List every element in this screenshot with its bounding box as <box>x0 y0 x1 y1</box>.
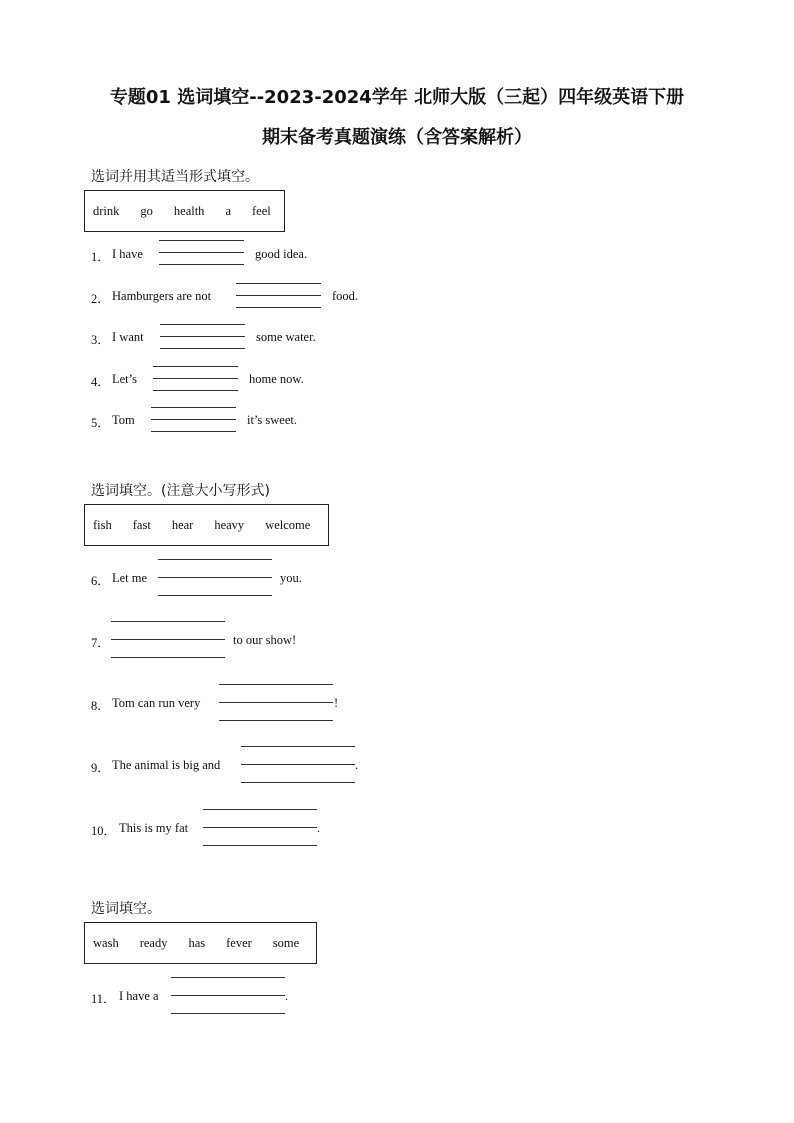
question-9-number: 9． <box>91 761 110 775</box>
question-6-number: 6． <box>91 574 110 588</box>
question-1-number: 1． <box>91 250 110 264</box>
word-bank-item: wash <box>93 935 119 950</box>
question-2-number: 2． <box>91 292 110 306</box>
section-3-word-bank <box>84 922 317 964</box>
page-title: 专题01 选词填空--2023-2024学年 北师大版（三起）四年级英语下册 <box>109 87 685 108</box>
word-bank-item: welcome <box>265 517 311 532</box>
question-4-text-after: home now. <box>249 372 304 386</box>
question-9-blank[interactable] <box>241 746 355 784</box>
question-2-text: Hamburgers are not <box>112 289 212 303</box>
question-6-text: Let me <box>112 571 148 585</box>
question-1-text-after: good idea. <box>255 247 308 261</box>
question-7-number: 7． <box>91 636 110 650</box>
question-4-text: Let’s <box>112 372 137 386</box>
question-10-text-after: . <box>317 821 321 835</box>
question-10-number: 10． <box>91 824 117 838</box>
question-6-text-after: you. <box>280 571 302 585</box>
word-bank-item: health <box>173 203 205 218</box>
question-10-text: This is my fat <box>119 821 189 835</box>
question-5-text: Tom <box>112 413 135 427</box>
question-11-text-after: . <box>285 989 289 1003</box>
question-8-text-after: ! <box>334 696 339 710</box>
question-3-blank[interactable] <box>160 324 245 352</box>
question-4-number: 4． <box>91 375 110 389</box>
word-bank-item: fish <box>93 517 112 532</box>
question-3-text-after: some water. <box>256 330 316 344</box>
word-bank-item: some <box>272 935 300 950</box>
word-bank-item: ready <box>139 935 168 950</box>
section-2-word-bank <box>84 504 329 546</box>
word-bank-item: fast <box>132 517 151 532</box>
question-6-blank[interactable] <box>158 559 272 597</box>
word-bank-item: a <box>225 203 231 218</box>
question-5-number: 5． <box>91 416 110 430</box>
word-bank-item: drink <box>93 203 120 218</box>
question-8-number: 8． <box>91 699 110 713</box>
page-subtitle: 期末备考真题演练（含答案解析） <box>262 127 532 148</box>
word-bank-item: heavy <box>214 517 245 532</box>
question-5-blank[interactable] <box>151 407 236 435</box>
section-1-word-bank <box>84 190 285 232</box>
question-9-text: The animal is big and <box>112 758 221 772</box>
word-bank-item: fever <box>226 935 252 950</box>
question-10-blank[interactable] <box>203 809 317 847</box>
question-3-number: 3． <box>91 333 110 347</box>
question-1-blank[interactable] <box>159 240 244 268</box>
section-1-instruction: 选词并用其适当形式填空。 <box>91 169 259 185</box>
section-3-instruction: 选词填空。 <box>91 901 161 917</box>
word-bank-item: has <box>188 935 206 950</box>
question-2-text-after: food. <box>332 289 359 303</box>
question-9-text-after: . <box>355 758 359 772</box>
question-7-text-after: to our show! <box>233 633 297 647</box>
question-4-blank[interactable] <box>153 366 238 394</box>
question-8-blank[interactable] <box>219 684 333 722</box>
question-2-blank[interactable] <box>236 283 321 311</box>
question-11-number: 11． <box>91 992 116 1006</box>
word-bank-item: go <box>140 203 153 218</box>
question-7-blank[interactable] <box>111 621 225 659</box>
question-11-text: I have a <box>119 989 159 1003</box>
question-8-text: Tom can run very <box>112 696 201 710</box>
question-5-text-after: it’s sweet. <box>247 413 297 427</box>
section-2-instruction: 选词填空。(注意大小写形式) <box>91 483 270 499</box>
word-bank-item: hear <box>171 517 194 532</box>
question-1-text: I have <box>112 247 143 261</box>
word-bank-item: feel <box>252 203 271 218</box>
question-3-text: I want <box>112 330 144 344</box>
question-11-blank[interactable] <box>171 977 285 1015</box>
